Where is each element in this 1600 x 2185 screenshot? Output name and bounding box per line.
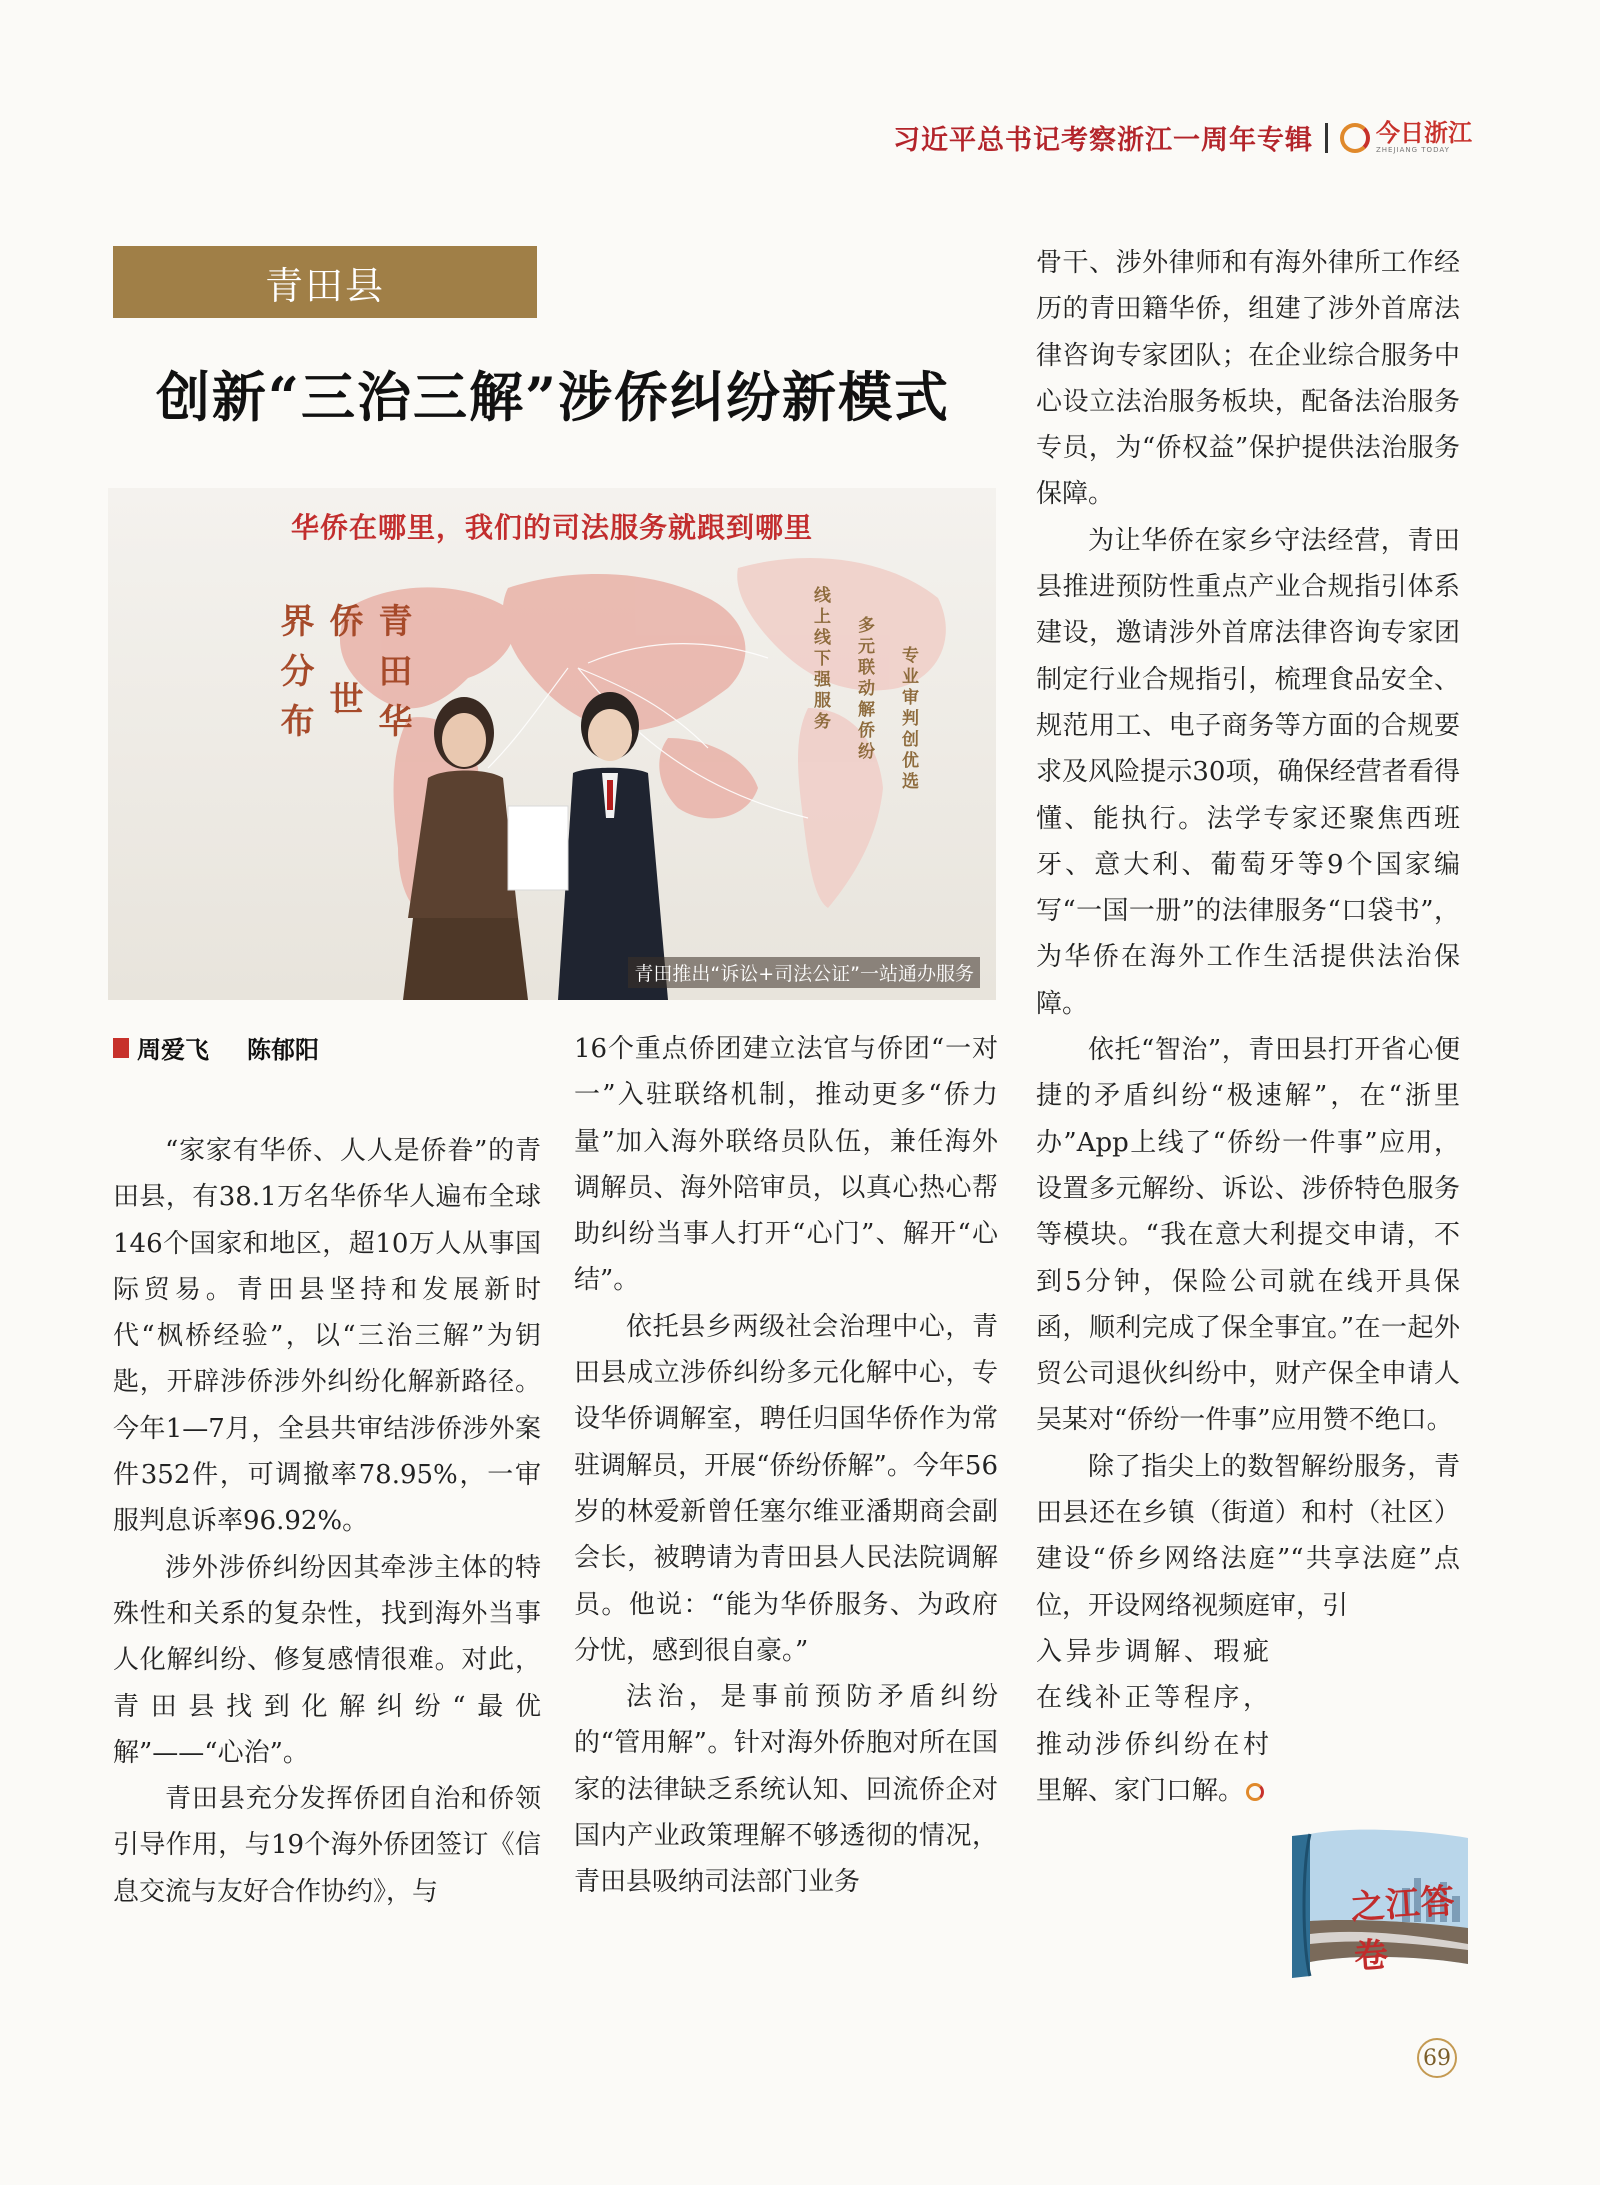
article-column-2 <box>574 1026 998 1906</box>
paragraph: 骨干、涉外律师和有海外律所工作经历的青田籍华侨，组建了涉外首席法律咨询专家团队；在企业综合服务中心设立法治服务板块，配备法治服务专员，为“侨权益”保护提供法治服务保障。 <box>1036 248 1460 510</box>
page-header <box>893 118 1472 157</box>
logo-swirl-icon <box>1340 123 1370 153</box>
logo-name: 今日浙江 <box>1376 118 1472 147</box>
photo-calligraphy: 青田华侨 世界分布 <box>274 603 412 753</box>
paragraph: 法治，是事前预防矛盾纠纷的“管用解”。针对海外侨胞对所在国家的法律缺乏系统认知、回流侨企对国内产业政策理解不够透彻的情况，青田县吸纳司法部门业务 <box>574 1682 998 1898</box>
article-column-1 <box>113 1128 541 1915</box>
paragraph: 除了指尖上的数智解纷服务，青田县还在乡镇（街道）和村（社区）建设“侨乡网络法庭”“共享法庭”点位，开设网络视频庭审，引 <box>1036 1451 1460 1621</box>
badge-title: 之江答卷 <box>1349 1880 1457 1978</box>
photo-slogan-2: 多元联动解侨纷 <box>854 616 874 763</box>
paragraph: 涉外涉侨纠纷因其牵涉主体的特殊性和关系的复杂性，找到海外当事人化解纠纷、修复感情很难。对此，青田县找到化解纠纷“最优解”——“心治”。 <box>113 1552 541 1768</box>
article-column-3 <box>1036 240 1460 1814</box>
zhijiang-badge <box>1282 1826 1472 1986</box>
author-name: 陈郁阳 <box>247 1036 319 1064</box>
end-mark-icon <box>1246 1783 1264 1801</box>
paragraph: 为让华侨在家乡守法经营，青田县推进预防性重点产业合规指引体系建设，邀请涉外首席法律咨询专家团制定行业合规指引，梳理食品安全、规范用工、电子商务等方面的合规要求及风险提示30项，确保经营者看得懂、能执行。法学专家还聚焦西班牙、意大利、葡萄牙等9个国家编写“一国一册”的法律服务“口袋书”，为华侨在海外工作生活提供法治保障。 <box>1036 525 1460 1019</box>
header-divider <box>1325 123 1328 153</box>
photo-slogan-3: 专业审判创优选 <box>898 646 918 793</box>
logo-english: ZHEJIANG TODAY <box>1376 146 1450 154</box>
byline-marker <box>113 1038 129 1058</box>
magazine-logo <box>1340 118 1472 154</box>
paragraph: 依托县乡两级社会治理中心，青田县成立涉侨纠纷多元化解中心，专设华侨调解室，聘任归国华侨作为常驻调解员，开展“侨纷侨解”。今年56岁的林爱新曾任塞尔维亚潘期商会副会长，被聘请为青田县人民法院调解员。他说：“能为华侨服务、为政府分忧，感到很自豪。” <box>574 1311 998 1666</box>
section-tag <box>113 246 537 318</box>
photo-slogan-1: 线上线下强服务 <box>810 586 830 733</box>
article-photo <box>108 488 996 1000</box>
article-headline: 创新“三治三解”涉侨纠纷新模式 <box>155 365 951 429</box>
byline <box>113 1030 319 1065</box>
paragraph: 依托“智治”，青田县打开省心便捷的矛盾纠纷“极速解”，在“浙里办”App上线了“侨纷一件事”应用，设置多元解纷、诉讼、涉侨特色服务等模块。“我在意大利提交申请，不到5分钟，保险公司就在线开具保函，顺利完成了保全事宜。”在一起外贸公司退伙纠纷中，财产保全申请人吴某对“侨纷一件事”应用赞不绝口。 <box>1036 1035 1460 1436</box>
paragraph-final: 入异步调解、瑕疵在线补正等程序，推动涉侨纠纷在村里解、家门口解。 <box>1036 1636 1269 1806</box>
author-name: 周爱飞 <box>137 1036 209 1064</box>
photo-banner: 华侨在哪里，我们的司法服务就跟到哪里 <box>290 511 813 544</box>
photo-caption: 青田推出“诉讼+司法公证”一站通办服务 <box>628 957 980 988</box>
page-number: 69 <box>1417 2038 1457 2078</box>
section-tag-label: 青田县 <box>264 263 385 308</box>
paragraph: 16个重点侨团建立法官与侨团“一对一”入驻联络机制，推动更多“侨力量”加入海外联络员队伍，兼任海外调解员、海外陪审员，以真心热心帮助纠纷当事人打开“心门”、解开“心结”。 <box>574 1034 998 1296</box>
paragraph: “家家有华侨、人人是侨眷”的青田县，有38.1万名华侨华人遍布全球146个国家和地区，超10万人从事国际贸易。青田县坚持和发展新时代“枫桥经验”，以“三治三解”为钥匙，开辟涉侨涉外纠纷化解新路径。今年1—7月，全县共审结涉侨涉外案件352件，可调撤率78.95%，一审服判息诉率96.92%。 <box>113 1136 541 1537</box>
column-title: 习近平总书记考察浙江一周年专辑 <box>893 125 1313 156</box>
handover-document <box>508 806 568 890</box>
paragraph: 青田县充分发挥侨团自治和侨领引导作用，与19个海外侨团签订《信息交流与友好合作协约》，与 <box>113 1784 541 1907</box>
